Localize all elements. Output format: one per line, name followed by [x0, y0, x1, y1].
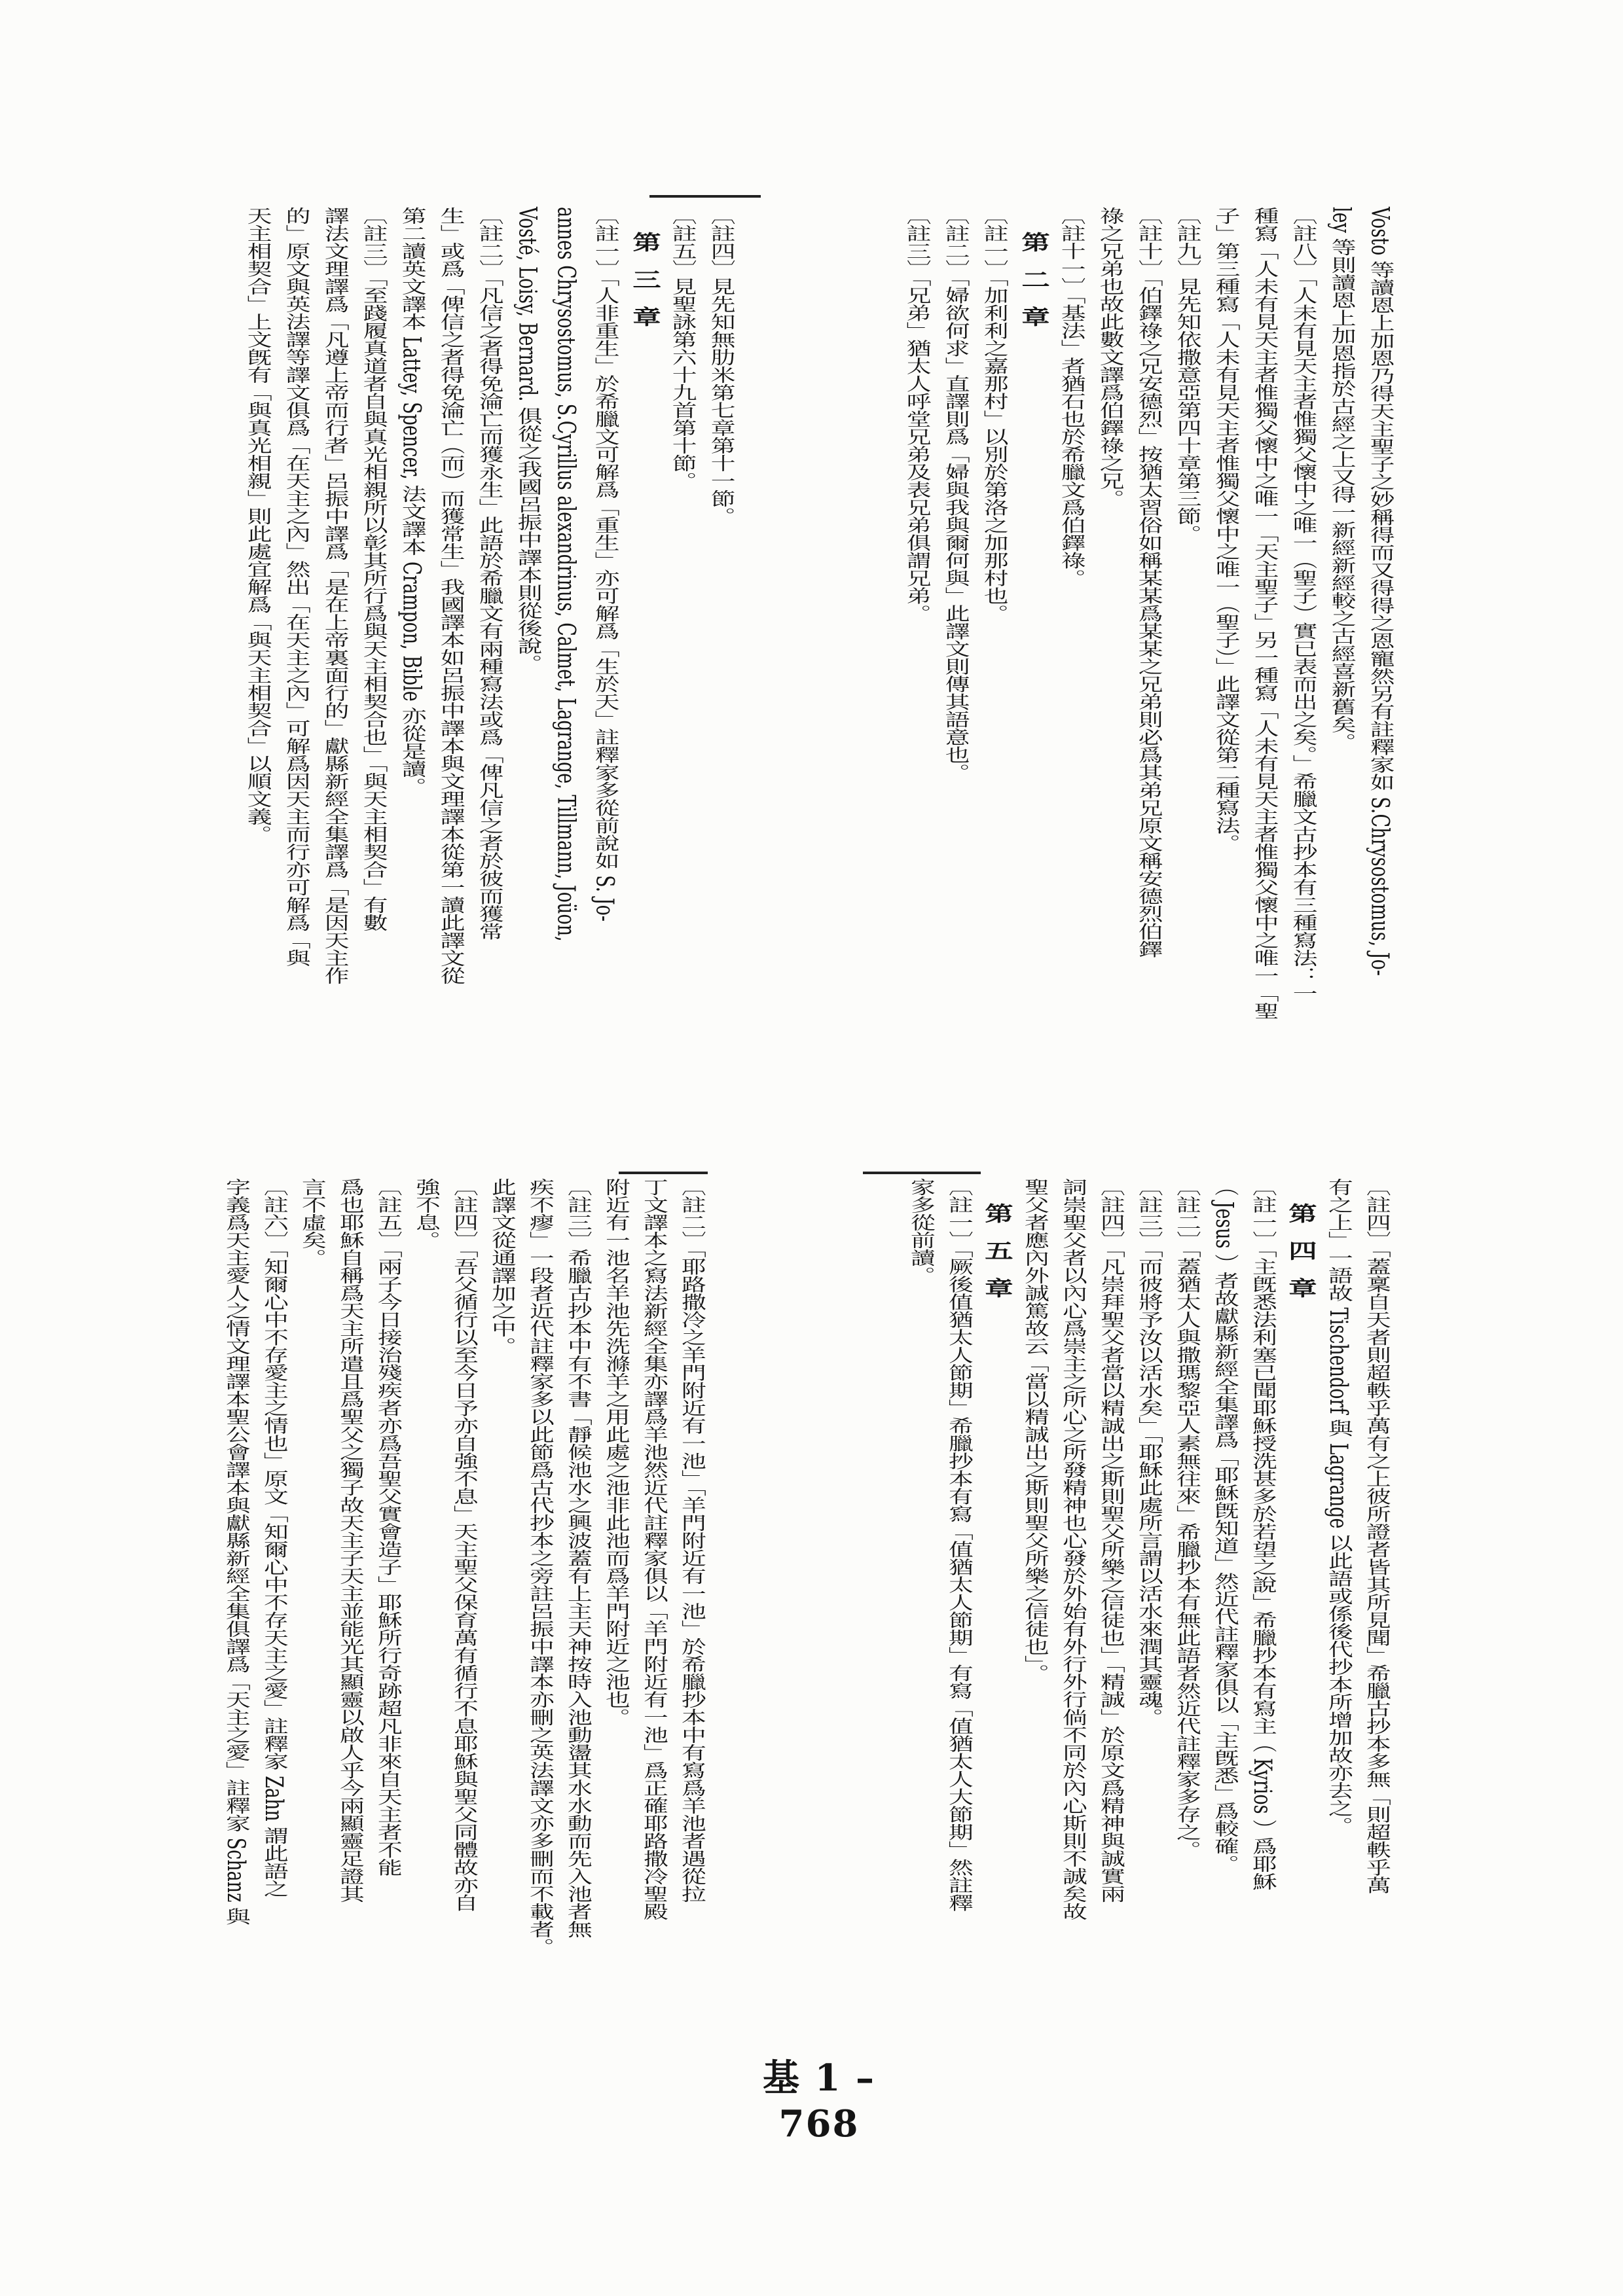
- note-line: 生」或爲「俾信之者得免淪亡（而）而獲常生」我國譯本如呂振中譯本與文理譯本從第一讀此譯文從: [435, 207, 465, 984]
- note-line: 的」原文與英法譯等譯文俱爲「在天主之內」然出「在天主之內」可解爲因天主而行亦可解爲「與: [281, 207, 310, 967]
- note-line: 〔註三〕希臘古抄本中有不書「靜候池水之興波蓋有上主天神按時入池動盪其水水動而先入池者無: [563, 1178, 592, 1938]
- note-line: 〔註一〕「厥後值猶太人節期」希臘抄本有寫「值猶太人節期」有寫「值猶太人大節期」然註釋: [944, 1178, 973, 1912]
- note-line: 〔註一〕「加利利之嘉那村」以別於第洛之加那村也。: [979, 207, 1008, 622]
- note-line: 〔註四〕「蓋稟自天者則超軼乎萬有之上彼所證者皆其所見聞」希臘古抄本多無「則超軼乎萬: [1362, 1178, 1391, 1894]
- note-line: Vosto 等讀恩上加恩乃得天主聖子之妙稱得而又得得之恩寵然另有註釋家如 S.Chrysostomus, Jo-: [1365, 207, 1395, 977]
- note-line: 疾不瘳」一段者近代註釋家多以此節爲古代抄本之旁註呂振中譯本亦刪之英法譯文亦多刪而不載者。: [525, 1178, 554, 1956]
- divider-rule: [863, 1172, 981, 1174]
- note-line: 〔註二〕「耶路撒冷之羊門附近有一池」「羊門附近有一池」於希臘抄本中有寫爲羊池者遇從拉: [677, 1178, 706, 1903]
- note-line: 〔註八〕「人未有見天主者惟獨父懷中之唯一（聖子）實已表而出之矣。」希臘文古抄本有三種寫法：一: [1288, 207, 1317, 1002]
- notes-block-bottom-left: [216, 1178, 710, 2029]
- page-number: 基 1 – 768: [763, 2056, 875, 2145]
- note-line: 〔註二〕「凡信之者得免淪亡而獲永生」此語於希臘文有兩種寫法或爲「俾凡信之者於彼而獲常: [474, 207, 503, 941]
- note-line: 〔註三〕「至踐履真道者自與真光相親所以彰其所行爲與天主相契合也」「與天主相契合」有數: [358, 207, 388, 931]
- note-line: ley 等則讀恩上加恩指於古經之上又得一新經新經較之古經喜新舊矣。: [1326, 207, 1356, 751]
- note-line: 有之上」一語故 Tischendorf 與 Lagrange 以此語或係後代抄本所增加故亦去之。: [1324, 1178, 1353, 1835]
- note-line: 〔註一〕「人非重生」於希臘文可解爲「重生」亦可解爲「生於天」註釋家多從前說如 S. Jo-: [590, 207, 619, 922]
- divider-rule: [619, 1172, 708, 1174]
- note-line: 〔註十一〕「基法」者猶石也於希臘文爲伯鐸祿。: [1056, 207, 1085, 587]
- note-line: 第二讀英文譯本 Lattey, Spencer, 法文譯本 Crampon, Bible 亦從是讀。: [397, 207, 426, 796]
- chapter-heading: 第三章: [627, 232, 661, 344]
- chapter-heading: 第二章: [1016, 232, 1049, 344]
- note-line: 〔註六〕「知爾心中不存愛主之情也」原文「知爾心中不存天主之愛」註釋家 Zahn 謂此語之: [259, 1178, 288, 1898]
- notes-block-bottom-right: [901, 1178, 1395, 2029]
- note-line: 此譯文從通譯加之中。: [487, 1178, 516, 1355]
- note-line: 〔註四〕見先知無肋米第七章第十一節。: [706, 207, 735, 525]
- note-line: 字義爲天主愛人之情文理譯本聖公會譯本與獻縣新經全集俱譯爲「天主之愛」註釋家 Schanz 與: [221, 1178, 250, 1926]
- chapter-heading: 第五章: [979, 1203, 1013, 1315]
- note-line: 祿之兄弟也故此數文譯爲伯鐸祿之兄。: [1095, 207, 1124, 507]
- note-line: 〔註二〕「蓋猶太人與撒瑪黎亞人素無往來」希臘抄本有無此語者然近代註釋家多存之。: [1172, 1178, 1201, 1859]
- note-line: 家多從前讀。: [906, 1178, 935, 1284]
- note-line: 〔註二〕「婦欲何求」直譯則爲「婦與我與爾何與」此譯文則傳其語意也。: [940, 207, 970, 781]
- note-line: 〔註四〕「吾父循行以至今日予亦自強不息」天主聖父保育萬有循行不息耶穌與聖父同體故亦自: [449, 1178, 478, 1912]
- note-line: 〔註五〕「兩子今日接治殘疾者亦爲吾聖父實會造子」耶穌所行奇跡超凡非來自天主者不能: [373, 1178, 402, 1876]
- note-line: 言不虛矣。: [297, 1178, 326, 1266]
- note-line: 聖父者應內外誠篤故云「當以精誠出之斯則聖父所樂之信徒也」。: [1020, 1178, 1049, 1682]
- note-line: annes Chrysostomus, S.Cyrillus alexandrinus, Calmet, Lagrange, Tillmann, Joüon,: [551, 207, 581, 942]
- notes-block-top-right: [897, 207, 1399, 1123]
- note-line: 附近有一池名羊池先洗滌羊之用此處之池非此池而爲羊門附近之池也。: [601, 1178, 630, 1726]
- note-line: 丁文譯本之寫法新經全集亦譯爲羊池然近代註釋家俱以「羊門附近有一池」爲正確耶路撒冷聖殿: [639, 1178, 668, 1920]
- note-line: 〔註三〕「兄弟」猶太人呼堂兄弟及表兄弟俱謂兄弟。: [902, 207, 931, 622]
- note-line: 〔註十〕「伯鐸祿之兄安德烈」按猶太習俗如稱某某爲某某之兄弟則必爲其弟兄原文稱安德烈伯鐸: [1133, 207, 1163, 958]
- note-line: 〔註三〕「而彼將予汝以活水矣」「耶穌此處所言謂以活水來潤其靈魂。: [1134, 1178, 1163, 1726]
- note-line: 爲也耶穌自稱爲天主所遣且爲聖父之獨子故天主子天主並能光其顯靈以啟人乎今兩顯靈足證其: [335, 1178, 364, 1903]
- divider-rule: [649, 195, 761, 198]
- note-line: 詞崇聖父者以內心爲崇主之所心之所發精神也心發於外始有外行外行倘不同於內心斯則不誠矣故: [1058, 1178, 1087, 1920]
- note-line: 譯法文理譯爲「凡遵上帝而行者」呂振中譯爲「是在上帝裏面行的」獻縣新經全集譯爲「是因天主作: [319, 207, 349, 984]
- note-line: （ Jesus ）者故獻縣新經全集譯爲「耶穌旣知道」然近代註釋家俱以「主旣悉」爲較確。: [1210, 1178, 1239, 1873]
- note-line: 種寫「人未有見天主者惟獨父懷中之唯一「天主聖子」另一種寫「人未有見天主者惟獨父懷中之唯一「聖: [1249, 207, 1279, 1020]
- note-line: 〔註一〕「主旣悉法利塞已聞耶穌授洗甚多於若望之說」希臘抄本有寫主（ Kyrios ）爲耶穌: [1248, 1178, 1277, 1891]
- chapter-heading: 第四章: [1283, 1203, 1317, 1315]
- note-line: Vosté, Loisy, Bernard. 俱從之我國呂振中譯本則從後說。: [513, 207, 542, 673]
- note-line: 〔註九〕見先知依撒意亞第四十章第三節。: [1172, 207, 1201, 543]
- note-line: 〔註五〕見聖詠第六十九首第十節。: [667, 207, 697, 490]
- note-line: 強不息。: [411, 1178, 440, 1249]
- notes-block-top-left: [238, 207, 740, 1123]
- note-line: 子」第三種寫「人未有見天主者惟獨父懷中之唯一（聖子）」此譯文從第二種寫法。: [1211, 207, 1240, 852]
- note-line: 〔註四〕「凡崇拜聖父者當以精誠出之斯則聖父所樂之信徒也」「精誠」於原文爲精神與誠實兩: [1096, 1178, 1125, 1903]
- note-line: 天主相契合」上文旣有「與真光相親」則此處宜解爲「與天主相契合」以順文義。: [242, 207, 272, 843]
